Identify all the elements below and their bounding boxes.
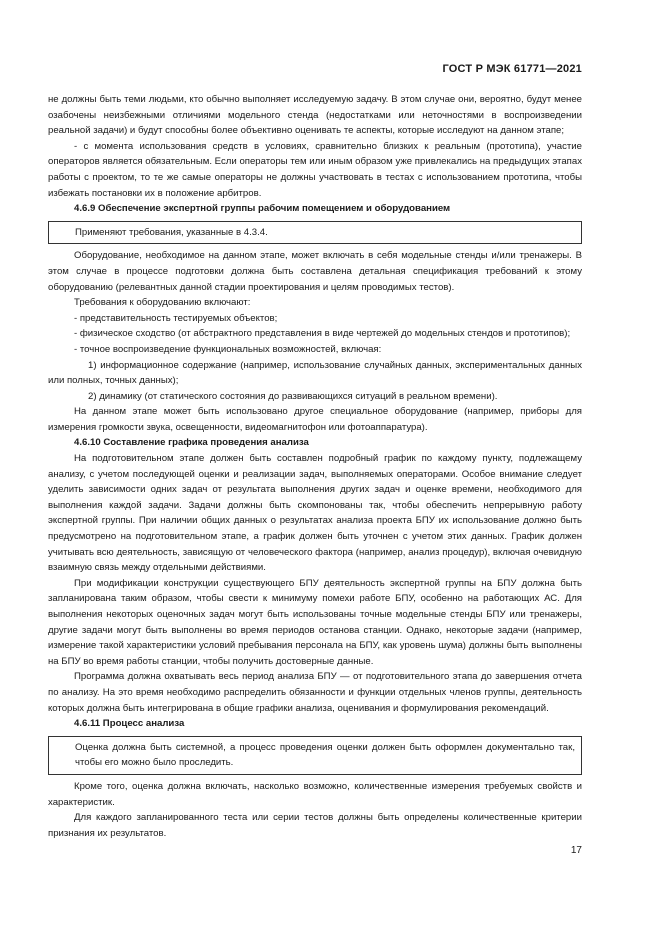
requirement-text: Оценка должна быть системной, а процесс проведения оценки должен быть оформлен документально так, чтобы его можно было проследить.: [75, 741, 575, 769]
section-heading-4-6-11: 4.6.11 Процесс анализа: [74, 718, 185, 730]
paragraph: Требования к оборудованию включают:: [74, 297, 251, 309]
paragraph: На данном этапе может быть использовано другое специальное оборудование (например, приборы для измерения громкости звука, освещенности, видеомагнитофон или фотоаппаратура).: [48, 406, 582, 433]
list-item: - представительность тестируемых объектов;: [74, 312, 278, 324]
sub-list-item: 1) информационное содержание (например, использование случайных данных, экспериментальных данных или полных, точных данных);: [48, 359, 582, 387]
paragraph: При модификации конструкции существующего БПУ деятельность экспертной группы на БПУ должна быть запланирована таким образом, чтобы свести к минимуму помехи работе БПУ, особенно на работающих АС. Для выполнения некоторых оценочных задач могут быть использованы точные модельные стенды БПУ или тренажеры, другие задачи могут быть выполнены во время периодов останова станции. Однако, некоторые задачи (например, измерение такой характеристики условий пребывания персонала на БПУ, как уровень шума) должны быть выполнены на БПУ во время работы станции, чтобы получить достоверные данные.: [48, 577, 582, 667]
sub-list-item: 2) динамику (от статического состояния до развивающихся ситуаций в реальном времени).: [88, 390, 498, 402]
paragraph: Для каждого запланированного теста или серии тестов должны быть определены количественные критерии признания их результатов.: [48, 812, 582, 839]
list-item: - с момента использования средств в условиях, сравнительно близких к реальным (прототипа), участие операторов является обязательным. Если операторы тем или иным образом уже привлекались на предыдущих этапах работы с проектом, то те же самые операторы не должны участвовать в тестах с использованием прототипа, чтобы избежать постановки их в положение арбитров.: [48, 140, 582, 199]
requirement-box: [48, 736, 582, 775]
page-number: 17: [570, 845, 582, 856]
requirement-box: [48, 221, 582, 245]
document-body: [48, 92, 582, 841]
paragraph: не должны быть теми людьми, кто обычно выполняет исследуемую задачу. В этом случае они, вероятно, будут менее озабочены неизбежными отличиями модельного стенда (недостатками или неточностями в воспроизведении реальной задачи) и будут способны более объективно оценивать те аспекты, которые исследуют на данном этапе;: [48, 94, 582, 137]
paragraph: На подготовительном этапе должен быть составлен подробный график по каждому пункту, подлежащему анализу, с учетом последующей оценки и реализации задач, выполняемых операторами. Особое внимание следует уделить зависимости одних задач от результата выполнения других задач и оценке времени, необходимого для выполнения каждой задачи. Задачи должны быть скомпонованы так, чтобы обеспечить непрерывную работу экспертной группы. При наличии общих данных о результатах анализа проекта БПУ их использование должно быть предусмотрено на подготовительном этапе, а график должен быть уточнен с учетом этих данных. График должен учитывать всю деятельность, зависящую от человеческого фактора (например, анализ процедур), включая очевидную взаимную связь между отдельными действиями.: [48, 453, 582, 574]
section-heading-4-6-10: 4.6.10 Составление графика проведения анализа: [74, 437, 309, 449]
requirement-text: Применяют требования, указанные в 4.3.4.: [75, 226, 268, 238]
list-item: - точное воспроизведение функциональных возможностей, включая:: [74, 343, 382, 355]
paragraph: Кроме того, оценка должна включать, насколько возможно, количественные измерения требуемых свойств и характеристик.: [48, 780, 582, 808]
section-heading-4-6-9: 4.6.9 Обеспечение экспертной группы рабочим помещением и оборудованием: [74, 203, 451, 215]
list-item: - физическое сходство (от абстрактного представления в виде чертежей до модельных стендов и прототипов);: [74, 328, 571, 340]
paragraph: Программа должна охватывать весь период анализа БПУ — от подготовительного этапа до завершения отчета по анализу. На это время необходимо распределить обязанности и функции отдельных членов группы, деятельность которых должна быть интегрирована в общие графики анализа, оценивания и формулирования рекомендаций.: [48, 671, 582, 714]
standard-header: ГОСТ Р МЭК 61771—2021: [442, 63, 582, 75]
paragraph: Оборудование, необходимое на данном этапе, может включать в себя модельные стенды и/или тренажеры. В этом случае в процессе подготовки должна быть составлена детальная спецификация требований к этому оборудованию (релевантных данной стадии проектирования и целям проводимых тестов).: [48, 250, 582, 293]
